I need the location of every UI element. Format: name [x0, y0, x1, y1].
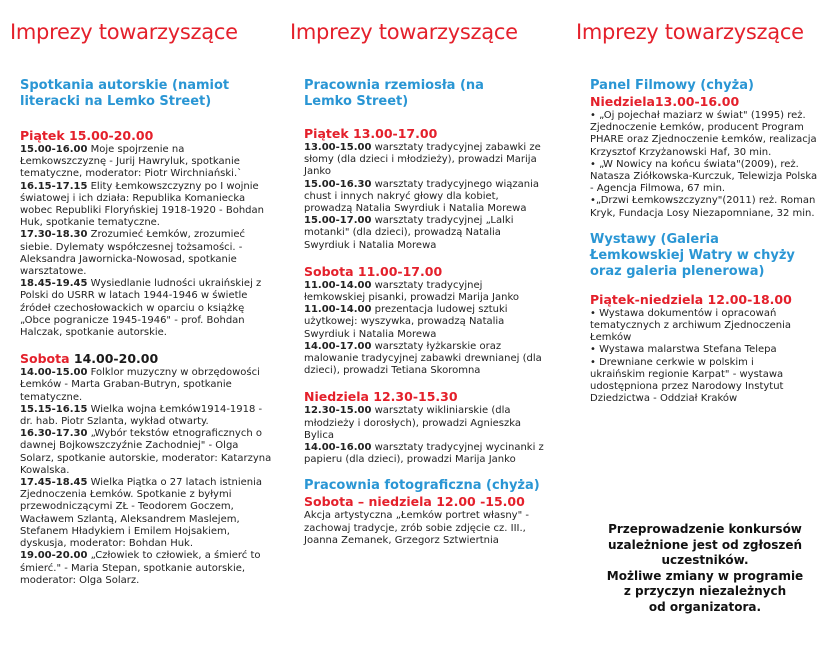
entry-time: 14.00-15.00 — [20, 367, 88, 379]
entry-text: warsztaty tradycyjnej łemkowskiej pisanki, prowadzi Marija Janko — [304, 279, 519, 304]
entry-time: 15.00-17.00 — [304, 215, 372, 227]
schedule-entry — [20, 477, 272, 550]
section-title: Panel Filmowy (chyża) — [590, 78, 754, 93]
entry-time: 15.00-16.30 — [304, 178, 372, 190]
entry-time: 17.45-18.45 — [20, 477, 88, 489]
schedule-entry — [304, 142, 544, 179]
schedule-entry — [304, 405, 544, 442]
day-schedule — [304, 280, 544, 378]
note-line: od organizatora. — [648, 599, 762, 614]
section-title: Spotkania autorskie (namiot literacki na Lemko Street) — [20, 78, 230, 109]
entry-time: 11.00-14.00 — [304, 279, 372, 291]
entry-time: 16.15-17.15 — [20, 180, 88, 192]
schedule-entry — [20, 367, 272, 404]
entry-time: 15.00-16.00 — [20, 144, 88, 155]
day-hours: 14.00-20.00 — [73, 351, 159, 367]
entry-time: 16.30-17.30 — [20, 428, 88, 440]
schedule-entry — [20, 428, 272, 477]
entry-time: 14.00-17.00 — [304, 340, 372, 352]
film-item: • „W Nowicy na końcu świata"(2009), reż. Natasza Ziółkowska-Kurczuk, Telewizja Polska - Agencja Filmowa, 67 min. — [590, 158, 818, 195]
day-schedule — [304, 405, 544, 466]
film-item: •„Drzwi Łemkowszczyzny"(2011) reż. Roman Kryk, Fundacja Losy Niezapomniane, 32 min. — [590, 195, 816, 219]
entry-text: warsztaty wikliniarskie (dla młodzieży i dorosłych), prowadzi Agnieszka Bylica — [304, 405, 521, 441]
schedule-entry — [20, 181, 272, 230]
entry-text: warsztaty tradycyjnej wycinanki z papieru (dla dzieci), prowadzi Marija Janko — [304, 442, 544, 466]
entry-text: Wielka Piątka o 27 latach istnienia Zjednoczenia Łemków. Spotkanie z byłymi przewodniczącymi ZŁ - Teodorem Goczem, Wacławem Szlantą, Aleksandrem Maslejem, Stefanem Hładykiem i Emilem Hojsakiem, dyskusja, moderator: Bohdan Huk. — [20, 477, 263, 550]
column-craft-workshop — [290, 0, 550, 547]
note-line: uzależnione jest od zgłoszeń — [607, 537, 803, 552]
film-list — [590, 110, 820, 220]
day-schedule — [20, 144, 272, 339]
day-heading: Sobota – niedziela 12.00 -15.00 — [304, 494, 525, 510]
day-heading: Sobota 11.00-17.00 — [304, 263, 443, 279]
exhibition-item: • Wystawa dokumentów i opracowań tematycznych z archiwum Zjednoczenia Łemków — [590, 307, 792, 344]
schedule-entry — [304, 341, 544, 378]
entry-text: „Wybór tekstów etnograficznych o dawnej Bojkowszczyźnie Zachodniej" - Olga Solarz, spotkanie autorskie, moderator: Katarzyna Kowalska. — [20, 428, 272, 476]
exhibition-item: • Drewniane cerkwie w polskim i ukraińskim regionie Karpat" - wystawa udostępniona przez Narodowy Instytut Dziedzictwa - Oddział Kraków — [590, 356, 784, 405]
schedule-entry — [304, 280, 544, 304]
entry-text: „Człowiek to człowiek, a śmierć to śmierć." - Maria Stepan, spotkanie autorskie, moderator: Olga Solarz. — [20, 550, 261, 586]
day-heading: Niedziela13.00-16.00 — [590, 94, 740, 109]
entry-text: warsztaty tradycyjnego wiązania chust i innych nakryć głowy dla kobiet, prowadzą Natalia Swyrdiuk i Natalia Morewa — [304, 178, 540, 215]
section-title: Pracownia rzemiosła (na Lemko Street) — [304, 78, 484, 109]
exhibition-item: • Wystawa malarstwa Stefana Telepa — [590, 344, 777, 356]
entry-text: warsztaty tradycyjnej zabawki ze słomy (dla dzieci i młodzieży), prowadzi Marija Janko — [304, 142, 541, 178]
note-line: Przeprowadzenie konkursów — [608, 522, 802, 536]
column-title: Imprezy towarzyszące — [290, 20, 518, 44]
entry-time: 19.00-20.00 — [20, 550, 88, 562]
column-author-meetings — [6, 0, 274, 587]
entry-text: warsztaty tradycyjnej „Lalki motanki" (dla dzieci), prowadzą Natalia Swyrdiuk i Natalia Morewa — [304, 215, 514, 251]
day-heading: Piątek 13.00-17.00 — [304, 126, 438, 141]
film-item: • „Oj pojechał maziarz w świat" (1995) reż. Zjednoczenie Łemków, producent Program PHARE oraz Zjednoczenie Łemków, realizacja Krzysztof Krzyżanowski Haf, 30 min. — [590, 110, 817, 158]
exhibition-list — [590, 308, 812, 406]
column-film-exhibitions — [576, 0, 820, 405]
entry-time: 12.30-15.00 — [304, 405, 372, 417]
entry-text: prezentacja ludowej sztuki użytkowej: wyszywka, prowadzą Natalia Swyrdiuk i Natalia Morewa — [304, 304, 508, 340]
entry-time: 15.15-16.15 — [20, 403, 88, 415]
day-schedule — [20, 367, 272, 587]
schedule-entry — [20, 229, 272, 278]
entry-time: 13.00-15.00 — [304, 142, 372, 153]
schedule-entry — [20, 550, 272, 587]
disclaimer-note — [600, 522, 810, 615]
day-heading: Niedziela 12.30-15.30 — [304, 389, 458, 405]
schedule-entry — [304, 442, 544, 466]
entry-time: 17.30-18.30 — [20, 229, 88, 241]
entry-text: Elity Łemkowszczyzny po I wojnie światowej i ich działa: Republika Komaniecka wobec Republiki Floryńskiej 1918-1920 - Bohdan Huk, spotkanie tematyczne. — [20, 180, 264, 229]
entry-text: Wysiedlanie ludności ukraińskiej z Polski do USRR w latach 1944-1946 w świetle źródeł czechosłowackich w oparciu o książkę „Obce pogranicze 1945-1946" - prof. Bohdan Halczak, spotkanie autorskie. — [20, 278, 262, 339]
entry-text: Zrozumieć Łemków, zrozumieć siebie. Dylematy współczesnej tożsamości. - Aleksandra Jawornicka-Nowosad, spotkanie warsztatowe. — [20, 229, 246, 278]
column-title: Imprezy towarzyszące — [10, 20, 238, 44]
entry-text: Folklor muzyczny w obrzędowości Łemków - Marta Graban-Butryn, spotkanie tematyczne. — [20, 367, 260, 403]
schedule-entry — [20, 144, 272, 181]
note-line: uczestników. — [661, 553, 749, 567]
day-schedule — [304, 142, 544, 252]
section-title: Pracownia fotograficzna (chyża) — [304, 478, 540, 494]
schedule-entry — [304, 179, 544, 216]
day-heading: Piątek-niedziela 12.00-18.00 — [590, 291, 792, 307]
schedule-entry — [20, 278, 272, 339]
schedule-entry — [304, 304, 544, 341]
note-line: Możliwe zmiany w programie — [606, 568, 804, 583]
note-line: z przyczyn niezależnych — [623, 584, 787, 598]
section-title: Wystawy (Galeria Łemkowskiej Watry w chyży oraz galeria plenerowa) — [590, 231, 795, 279]
schedule-entry — [20, 404, 272, 428]
entry-time: 18.45-19.45 — [20, 278, 88, 290]
entry-text: Wielka wojna Łemków1914-1918 - dr. hab. Piotr Szlanta, wykład otwarty. — [20, 403, 263, 428]
day-name: Sobota — [20, 351, 74, 367]
entry-time: 14.00-16.00 — [304, 442, 372, 454]
day-heading: Piątek 15.00-20.00 — [20, 128, 154, 143]
entry-text: warsztaty łyżkarskie oraz malowanie tradycyjnej zabawki drewnianej (dla dzieci), prowadzi Tetiana Skoromna — [304, 340, 542, 377]
column-title: Imprezy towarzyszące — [576, 20, 804, 44]
entry-text: Moje spojrzenie na Łemkowszczyznę - Jurij Hawryluk, spotkanie tematyczne, moderator: Piotr Wirchniański.` — [20, 144, 243, 180]
entry-time: 11.00-14.00 — [304, 304, 372, 316]
day-heading — [20, 351, 274, 366]
schedule-entry — [304, 215, 544, 252]
section-description: Akcja artystyczna „Łemków portret własny" - zachowaj tradycje, zrób sobie zdjęcie cz. III., Joanna Zemanek, Grzegorz Sztwiertnia — [304, 510, 529, 546]
